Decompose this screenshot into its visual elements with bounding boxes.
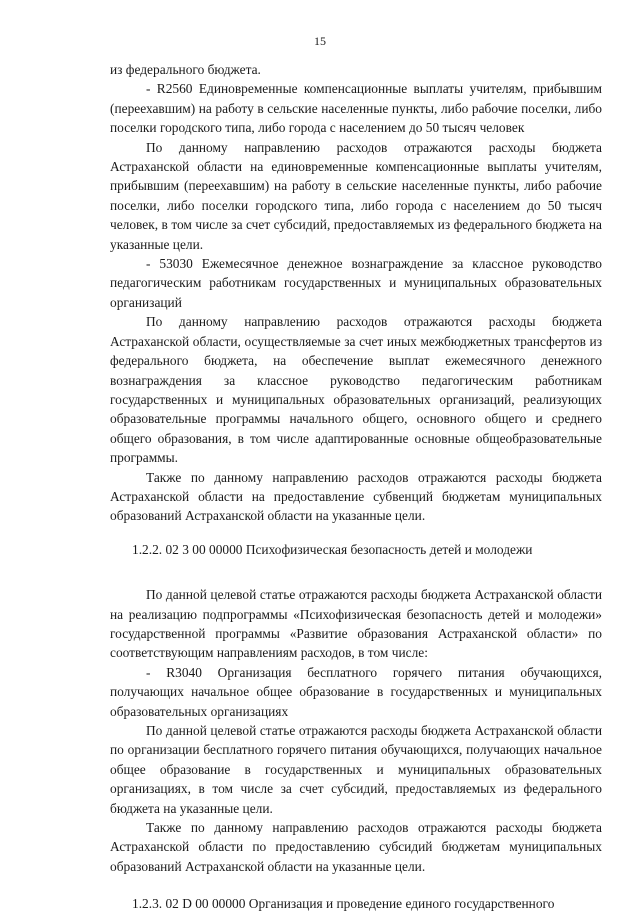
- section-heading-1-2-2: 1.2.2. 02 3 00 00000 Психофизическая безопасность детей и молодежи: [132, 541, 533, 557]
- page-number: 15: [314, 34, 326, 48]
- paragraph-item-r3040: - R3040 Организация бесплатного горячего питания обучающихся, получающих начальное общее образование в государственных и муниципальных образовательных организациях: [110, 664, 602, 719]
- paragraph-item-53030: - 53030 Ежемесячное денежное вознаграждение за классное руководство педагогическим работникам государственных и муниципальных образовательных организаций: [110, 256, 602, 310]
- paragraph-53030-description: По данному направлению расходов отражаются расходы бюджета Астраханской области, осуществляемые за счет иных межбюджетных трансфертов из федерального бюджета, на обеспечение выплат ежемесячного денежного вознаграждения за классное руководство педагогическим работникам государственных и муниципальных образовательных организаций, реализующих образовательные программы начального общего, основного общего и среднего общего образования, в том числе адаптированные основные общеобразовательные программы.: [110, 314, 602, 466]
- paragraph-1-2-2-intro: По данной целевой статье отражаются расходы бюджета Астраханской области на реализацию подпрограммы «Психофизическая безопасность детей и молодежи» государственной программы «Развитие образования Астраханской области» по соответствующим направлениям расходов, в том числе:: [110, 587, 602, 661]
- section-heading-1-2-3: 1.2.3. 02 D 00 00000 Организация и проведение единого государственного: [132, 896, 555, 912]
- document-body: [110, 60, 602, 914]
- paragraph-item-r2560: - R2560 Единовременные компенсационные выплаты учителям, прибывшим (переехавшим) на работу в сельские населенные пункты, либо рабочие поселки, либо поселки городского типа, либо города с населением до 50 тысяч человек: [110, 81, 602, 136]
- paragraph-53030-subventions: Также по данному направлению расходов отражаются расходы бюджета Астраханской области на предоставление субвенций бюджетам муниципальных образований Астраханской области на указанные цели.: [110, 469, 602, 524]
- paragraph-r3040-description: По данной целевой статье отражаются расходы бюджета Астраханской области по организации бесплатного горячего питания обучающихся, получающих начальное общее образование в государственных и муниципальных образовательных организациях, в том числе за счет субсидий, предоставляемых из федерального бюджета на указанные цели.: [110, 723, 602, 816]
- paragraph-r3040-subsidies: Также по данному направлению расходов отражаются расходы бюджета Астраханской области по предоставлению субсидий бюджетам муниципальных образований Астраханской области на указанные цели.: [110, 820, 602, 874]
- paragraph-continuation: из федерального бюджета.: [110, 62, 261, 77]
- paragraph-r2560-description: По данному направлению расходов отражаются расходы бюджета Астраханской области на единовременные компенсационные выплаты учителям, прибывшим (переехавшим) на работу в сельские населенные пункты, либо рабочие поселки, либо поселки городского типа, либо города с населением до 50 тысяч человек, в том числе за счет субсидий, предоставляемых из федерального бюджета на указанные цели.: [110, 139, 602, 252]
